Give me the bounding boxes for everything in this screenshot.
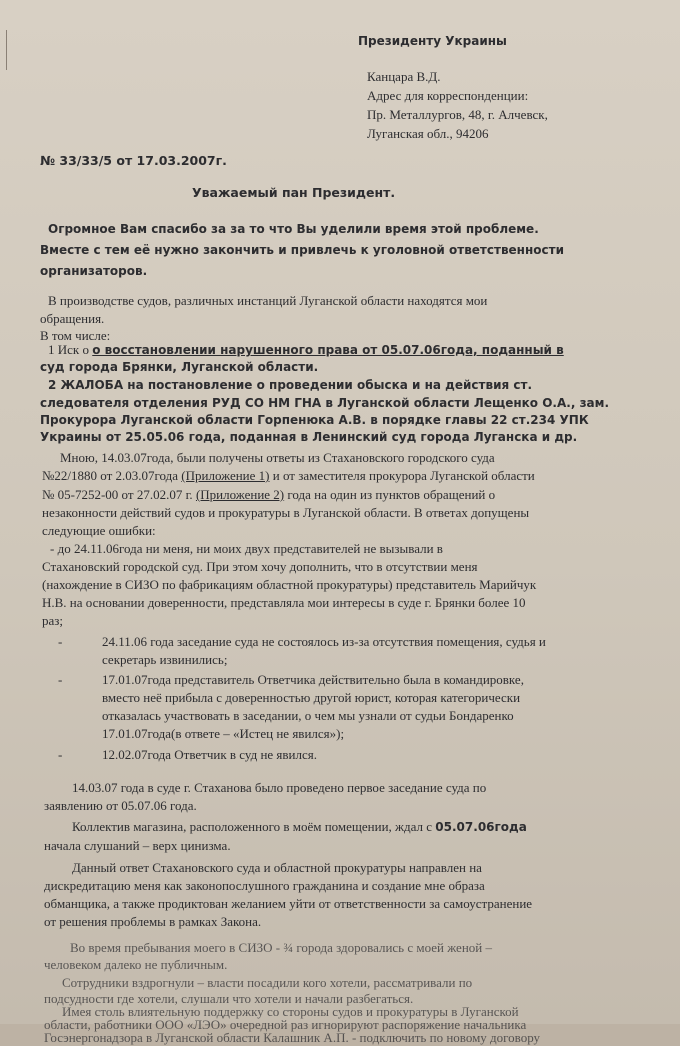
paragraph-line: Во время пребывания моего в СИЗО - ¾ города здоровались с моей женой – [70,940,492,955]
text-span: Коллектив магазина, расположенного в моём помещении, ждал с [72,819,436,834]
bullet-dash: - [58,634,63,649]
paragraph-line: начала слушаний – верх цинизма. [44,838,231,853]
bullet-line: 24.11.06 года заседание суда не состоялось из-за отсутствия помещения, судья и [102,634,546,649]
address-line-1: Пр. Металлургов, 48, г. Алчевск, [367,107,548,122]
paragraph-line: обращения. [40,311,105,326]
paragraph-line: дискредитацию меня как законопослушного гражданина и создание мне образа [44,878,485,893]
bullet-line: вместо неё прибыла с доверенностью другой юрист, которая категорически [102,690,521,705]
item-2-line: следователя отделения РУД СО НМ ГНА в Луганской области Лещенко О.А., зам. [40,396,610,410]
paragraph-line: В том числе: [40,328,111,343]
text-span: и от заместителя прокурора Луганской области [269,468,535,483]
paragraph-line [72,819,527,835]
paragraph-line: подсудности где хотели, слушали что хотели и начали разбегаться. [44,991,414,1006]
bullet-line: отказалась участвовать в заседании, о чем мы узнали от судьи Бондаренко [102,708,514,723]
item-1-bold: о восстановлении нарушенного права от 05.07.06года, поданный в [92,343,564,357]
item-1-line-2: суд города Брянки, Луганской области. [40,360,319,374]
recipient: Президенту Украины [358,34,507,48]
bullet-dash: - [58,672,63,687]
document-number: № 33/33/5 от 17.03.2007г. [40,153,227,168]
paragraph-line: обманщика, а также продиктован желанием уйти от ответственности за самоустранение [44,896,533,911]
text-span: № 05-7252-00 от 27.02.07 г. [42,487,196,502]
error-line: раз; [42,613,64,628]
intro-line: организаторов. [40,264,148,278]
text-span: года на один из пунктов обращений о [284,487,496,502]
text-span: №22/1880 от 2.03.07года [42,468,182,483]
paragraph-line: Госэнергонадзора в Луганской области Калашник А.П. - подключить по новому договору [44,1030,541,1045]
address-line-2: Луганская обл., 94206 [367,126,489,141]
bullet-dash: - [58,747,63,762]
paragraph-line: области, работники ООО «ЛЭО» очередной раз игнорируют распоряжение начальника [44,1017,527,1032]
bullet-line: секретарь извинились; [102,652,228,667]
intro-line: Вместе с тем её нужно закончить и привлечь к уголовной ответственности [40,243,564,257]
paragraph-line: следующие ошибки: [42,523,156,538]
margin-mark [6,30,7,70]
address-label: Адрес для корреспонденции: [367,88,529,103]
error-line: Стахановский городской суд. При этом хочу дополнить, что в отсутствии меня [42,559,478,574]
attachment-1-ref: (Приложение 1) [181,468,270,483]
paragraph-line: Сотрудники вздрогнули – власти посадили кого хотели, рассматривали по [62,975,473,990]
greeting: Уважаемый пан Президент. [192,185,396,200]
paragraph-line: от решения проблемы в рамках Закона. [44,914,262,929]
error-line: Н.В. на основании доверенности, представляла мои интересы в суде г. Брянки более 10 [42,595,526,610]
item-2-line: Прокурора Луганской области Горпенюка А.В. в порядке главы 22 ст.234 УПК [40,413,589,427]
paragraph-line [42,468,535,484]
date-bold: 05.07.06года [435,820,527,834]
paragraph-line: Мною, 14.03.07года, были получены ответы из Стахановского городского суда [60,450,495,465]
intro-line: Огромное Вам спасибо за за то что Вы уделили время этой проблеме. [48,222,539,236]
paragraph-line: заявлению от 05.07.06 года. [44,798,197,813]
paragraph-line: человеком далеко не публичным. [44,957,228,972]
bullet-line: 12.02.07года Ответчик в суд не явился. [102,747,317,762]
bullet-line: 17.01.07года(в ответе – «Истец не явился»); [102,726,345,741]
error-line: - до 24.11.06года ни меня, ни моих двух представителей не вызывали в [50,541,443,556]
paragraph-line: Данный ответ Стахановского суда и областной прокуратуры направлен на [72,860,482,875]
attachment-2-ref: (Приложение 2) [195,487,285,502]
paragraph-line: незаконности действий судов и прокуратуры в Луганской области. В ответах допущены [42,505,530,520]
item-1-prefix: 1 Иск о [48,342,93,357]
sender-name: Канцара В.Д. [367,69,441,84]
paragraph-line: Имея столь влиятельную поддержку со стороны судов и прокуратуры в Луганской [62,1004,519,1019]
paragraph-line [42,487,495,503]
error-line: (нахождение в СИЗО по фабрикациям областной прокуратуры) представитель Марийчук [42,577,537,592]
paragraph-line: В производстве судов, различных инстанций Луганской области находятся мои [48,293,488,308]
bullet-line: 17.01.07года представитель Ответчика действительно была в командировке, [102,672,524,687]
item-2-line: 2 ЖАЛОБА на постановление о проведении обыска и на действия ст. [48,378,532,392]
item-2-line: Украины от 25.05.06 года, поданная в Ленинский суд города Луганска и др. [40,430,578,444]
paragraph-line: 14.03.07 года в суде г. Стаханова было проведено первое заседание суда по [72,780,487,795]
item-1 [48,342,564,358]
